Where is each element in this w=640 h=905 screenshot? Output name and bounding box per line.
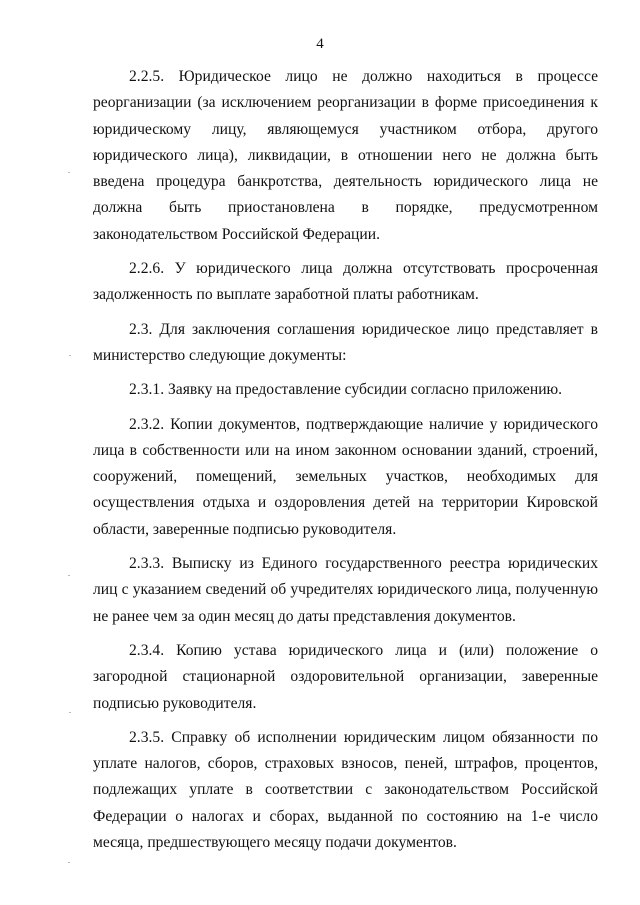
paragraph-2-3-2: 2.3.2. Копии документов, подтверждающие наличие у юридического лица в собственности или на ином законном основании зданий, строений, сооружений, помещений, земельных участков, необходимых для осуществления отдыха и оздоровления детей на территории Кировской области, заверенные подписью руководителя.	[93, 415, 598, 538]
paragraph-2-3-5: 2.3.5. Справку об исполнении юридическим лицом обязанности по уплате налогов, сборов, страховых взносов, пеней, штрафов, процентов, подлежащих уплате в соответствии с законодательством Российской Федерации о налогах и сборах, выданной по состоянию на 1-е число месяца, предшествующего месяцу подачи документов.	[93, 728, 598, 852]
paragraph-2-3-3: 2.3.3. Выписку из Единого государственного реестра юридических лиц с указанием сведений об учредителях юридического лица, полученную не ранее чем за один месяц до даты представления документов.	[93, 555, 598, 625]
scan-mark	[69, 712, 71, 713]
paragraph-2-3-4: 2.3.4. Копию устава юридического лица и (или) положение о загородной стационарной оздоровительной организации, заверенные подписью руководителя.	[93, 641, 598, 712]
document-body	[93, 64, 598, 864]
scan-mark	[69, 355, 71, 356]
paragraph-2-2-6: 2.2.6. У юридического лица должна отсутствовать просроченная задолженность по выплате заработной платы работникам.	[93, 260, 598, 304]
paragraph-2-3: 2.3. Для заключения соглашения юридическое лицо представляет в министерство следующие документы:	[93, 320, 598, 364]
paragraph-2-2-5: 2.2.5. Юридическое лицо не должно находиться в процессе реорганизации (за исключением реорганизации в форме присоединения к юридическому лицу, являющемуся участником отбора, другого юридического лица), ликвидации, в отношении него не должна быть введена процедура банкротства, деятельность юридического лица не должна быть приостановлена в порядке, предусмотренном законодательством Российской Федерации.	[93, 68, 598, 243]
scan-mark	[68, 172, 70, 173]
scan-mark	[68, 575, 70, 576]
paragraph-2-3-1: 2.3.1. Заявку на предоставление субсидии согласно приложению.	[129, 381, 563, 399]
page-number: 4	[316, 36, 324, 52]
scan-mark	[68, 862, 70, 863]
